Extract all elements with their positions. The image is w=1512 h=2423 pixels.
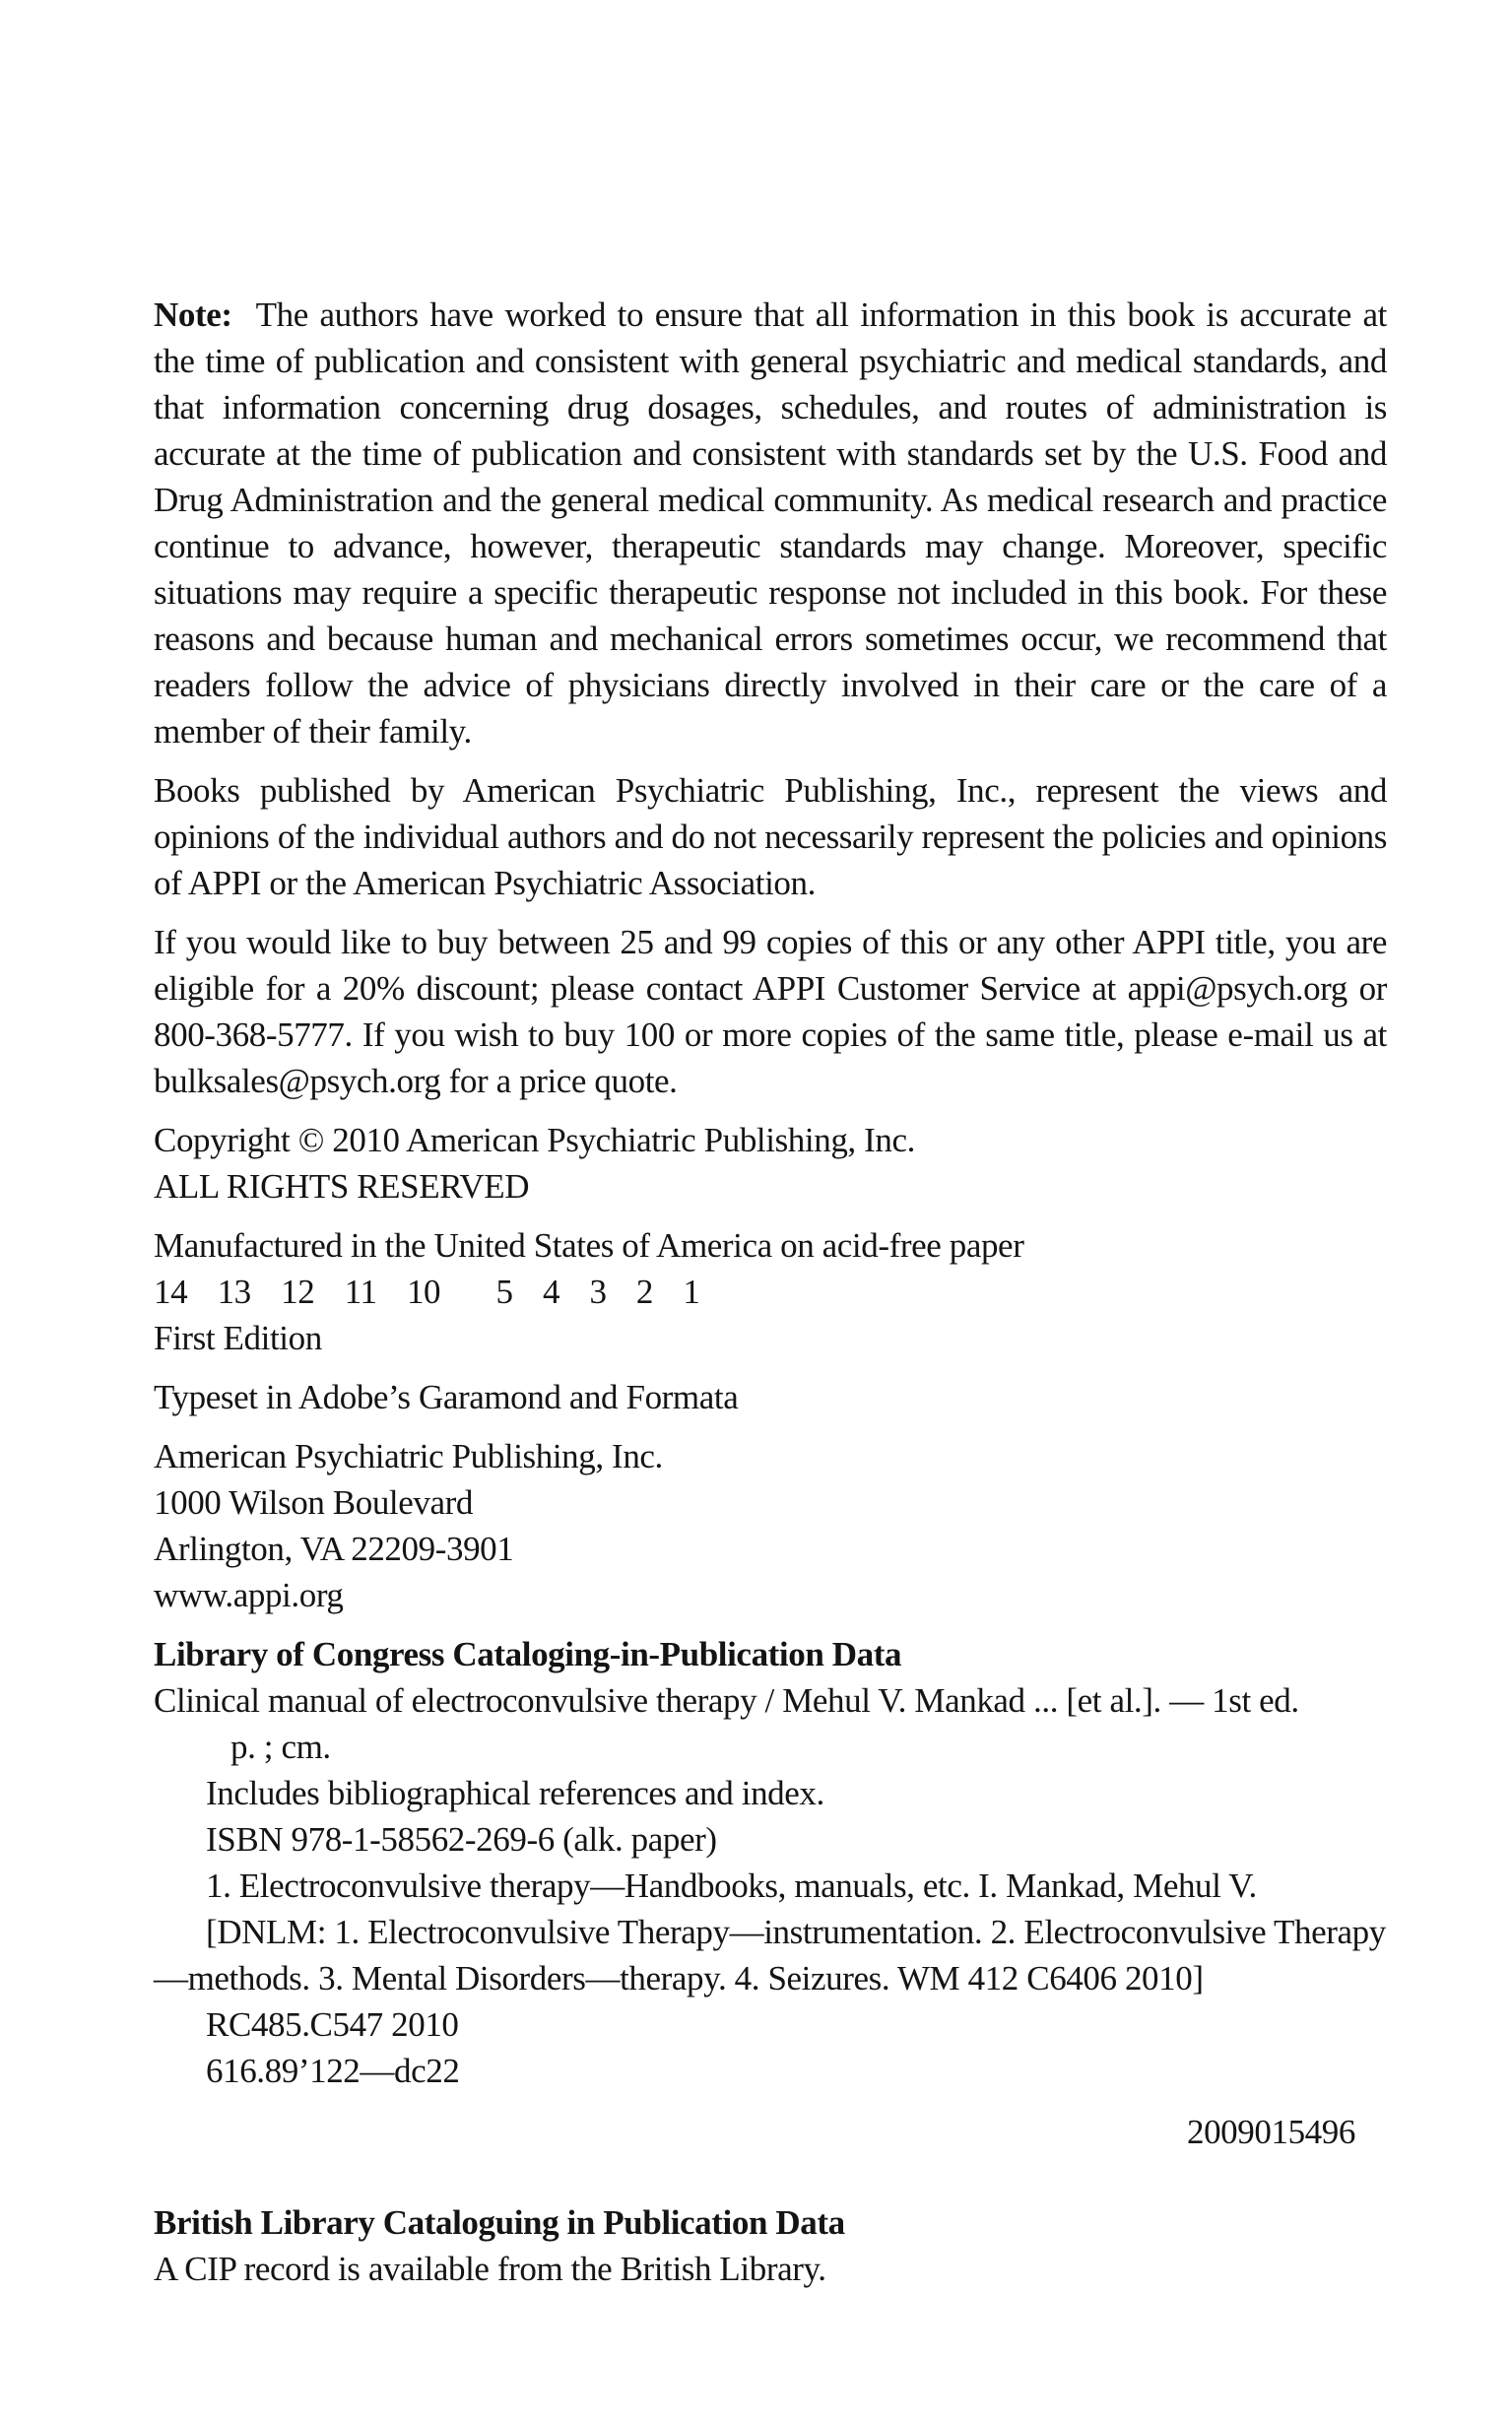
cip-title-line: Clinical manual of electroconvulsive therapy / Mehul V. Mankad ... [et al.]. — 1st ed. (154, 1681, 1299, 1720)
printing-number: 13 (217, 1273, 251, 1311)
publisher-city: Arlington, VA 22209-3901 (154, 1530, 514, 1568)
discount-paragraph: If you would like to buy between 25 and 99 copies of this or any other APPI title, you are eligible for a 20% discount; please contact APPI Customer Service at appi@psych.org or 800-368-5777. If you wish to buy 100 or more copies of the same title, please e-mail us at bulksales@psych.org for a price quote. (154, 923, 1387, 1100)
cip-subjects: 1. Electroconvulsive therapy—Handbooks, manuals, etc. I. Mankad, Mehul V. (206, 1866, 1257, 1905)
british-cip-heading: British Library Cataloguing in Publication Data (154, 2203, 845, 2242)
british-cip-block (154, 2199, 1387, 2292)
copyright-line: Copyright © 2010 American Psychiatric Publishing, Inc. (154, 1121, 915, 1159)
cip-dewey: 616.89’122—dc22 (206, 2052, 460, 2090)
edition-line: First Edition (154, 1319, 322, 1357)
rights-reserved: ALL RIGHTS RESERVED (154, 1167, 530, 1206)
views-paragraph: Books published by American Psychiatric Publishing, Inc., represent the views and opinions of the individual authors and do not necessarily represent the policies and opinions of APPI or the American Psychiatric Association. (154, 771, 1387, 902)
cip-bibliography: Includes bibliographical references and index. (206, 1774, 824, 1812)
printing-number: 10 (406, 1273, 441, 1311)
copyright-block (154, 1117, 1387, 1210)
typeset-line: Typeset in Adobe’s Garamond and Formata (154, 1378, 739, 1416)
manufactured-line: Manufactured in the United States of America on acid-free paper (154, 1226, 1024, 1265)
printing-number: 1 (683, 1273, 700, 1311)
note-label: Note: (154, 295, 232, 334)
cip-lc-class: RC485.C547 2010 (206, 2005, 459, 2044)
cip-physical: p. ; cm. (230, 1728, 331, 1766)
cip-isbn: ISBN 978-1-58562-269-6 (alk. paper) (206, 1820, 717, 1859)
manufacture-block (154, 1222, 1387, 1361)
printing-number: 12 (281, 1273, 315, 1311)
publisher-name: American Psychiatric Publishing, Inc. (154, 1437, 663, 1475)
printing-number: 4 (542, 1273, 560, 1311)
publisher-website: www.appi.org (154, 1576, 344, 1614)
printing-number: 14 (154, 1273, 188, 1311)
printing-numbers (154, 1269, 1387, 1315)
printing-number: 5 (495, 1273, 513, 1311)
printing-number: 11 (344, 1273, 377, 1311)
printing-number: 2 (635, 1273, 654, 1311)
publisher-street: 1000 Wilson Boulevard (154, 1483, 473, 1522)
printing-number: 3 (589, 1273, 607, 1311)
loc-cip-block (154, 1631, 1387, 2155)
copyright-page (154, 292, 1387, 2292)
loc-cip-heading: Library of Congress Cataloging-in-Publication Data (154, 1635, 902, 1673)
cip-lccn: 2009015496 (1186, 2113, 1355, 2151)
note-text: The authors have worked to ensure that all information in this book is accurate at the time of publication and consistent with general psychiatric and medical standards, and that information concerning drug dosages, schedules, and routes of administration is accurate at the time of publication and consistent with standards set by the U.S. Food and Drug Administration and the general medical community. As medical research and practice continue to advance, however, therapeutic standards may change. Moreover, specific situations may require a specific therapeutic response not included in this book. For these reasons and because human and mechanical errors sometimes occur, we recommend that readers follow the advice of physicians directly involved in their care or the care of a member of their family. (154, 295, 1387, 751)
british-cip-text: A CIP record is available from the British Library. (154, 2250, 826, 2288)
note-paragraph (154, 292, 1387, 754)
publisher-address (154, 1433, 1387, 1618)
cip-dnlm: [DNLM: 1. Electroconvulsive Therapy—instrumentation. 2. Electroconvulsive Therapy—methods. 3. Mental Disorders—therapy. 4. Seizures. WM 412 C6406 2010] (154, 1913, 1386, 1997)
